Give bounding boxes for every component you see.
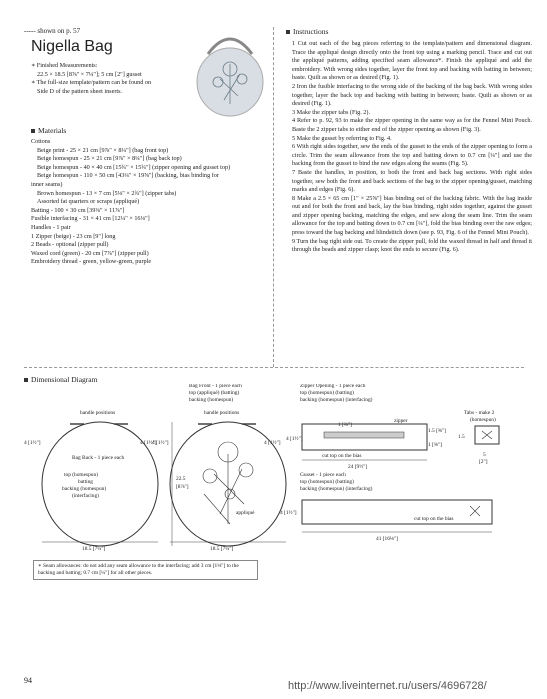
page-title: Nigella Bag	[31, 38, 113, 55]
svg-text:5: 5	[483, 452, 486, 458]
section-divider	[24, 367, 524, 368]
instruction-step: 8 Make a 2.5 × 65 cm [1" × 25⅝"] bias binding out of the backing fabric. With the bag inside out and for both the front and back, lay the bias binding, right sides together, against the gusset and zipper opening backing, matching the edges, and sew along the seam line. Trim the seam allowance for the top and batting down to 0.7 cm [¼"], fold the bias binding over the raw edges; press toward the bag backing and blindstitch down (see p. 93, Fig. 6 of the Fennel Mini Pouch).	[292, 194, 532, 237]
bullet-icon	[286, 30, 290, 34]
svg-text:Bag Back - 1 piece each: Bag Back - 1 piece each	[72, 455, 125, 461]
gusset-diagram	[280, 472, 492, 542]
shown-on-page: ----- shown on p. 57	[24, 27, 81, 35]
bag-back-diagram	[24, 410, 189, 552]
svg-text:Tabs - make 2: Tabs - make 2	[464, 410, 495, 416]
instructions-list	[292, 40, 532, 255]
svg-text:[8⅞"]: [8⅞"]	[176, 484, 189, 490]
svg-text:top (homespun) (batting): top (homespun) (batting)	[300, 390, 354, 396]
svg-text:zipper: zipper	[394, 418, 408, 424]
instruction-step: 6 With right sides together, sew the ends of the gusset to the ends of the zipper opening to form a circle. Trim the seam allowance from the top and batting down to 0.7 cm [¼"] and use the backing from the gusset to bind the raw edges along the seams (Fig. 5).	[292, 143, 532, 168]
svg-text:batting: batting	[78, 479, 93, 485]
svg-text:4 [1½"]: 4 [1½"]	[280, 510, 297, 516]
svg-text:top (homespun): top (homespun)	[64, 472, 98, 478]
materials-heading: Materials	[31, 126, 66, 135]
svg-text:4 [1½"]: 4 [1½"]	[264, 440, 281, 446]
instruction-step: 7 Baste the handles, in position, to both the front and back bag sections. With right sides together, sew both the front and back sections of the bag to the zipper opening/gusset, matching marks and edges (Fig. 6).	[292, 168, 532, 194]
instruction-step: 4 Refer to p. 92, 93 to make the zipper opening in the same way as for the Fennel Mini Pouch. Baste the 2 zipper tabs to either end of the zipper opening as shown (Fig. 3).	[292, 117, 532, 133]
svg-text:[2"]: [2"]	[479, 459, 488, 465]
bullet-icon	[31, 129, 35, 133]
svg-text:backing (homespun): backing (homespun)	[62, 486, 107, 492]
svg-text:Zipper Opening - 1 piece each: Zipper Opening - 1 piece each	[300, 384, 366, 389]
svg-text:cut top on the bias: cut top on the bias	[414, 516, 454, 522]
instruction-step: 1 Cut out each of the bag pieces referring to the template/pattern and dimensional diagram. Trace the appliqué design directly onto the front top using a marking pencil. Trace and cut out the appliqué patterns, adding specified seam allowance*. Finish the appliqué and add the embroidery. With wrong sides together, layer the front top and backing with batting in between; baste. Quilt as shown or as desired (Fig. 1).	[292, 40, 532, 82]
svg-text:4 [1½"]: 4 [1½"]	[24, 440, 41, 446]
svg-text:top (homespun) (batting): top (homespun) (batting)	[300, 479, 354, 485]
measurements: ∗ Finished Measurements: 22.5 × 18.5 [8⅞" × 7¼"]; 5 cm [2"] gusset ∗ The full-size template/pattern can be found on Side D of the pattern sheet inserts.	[31, 62, 152, 95]
svg-text:22.5: 22.5	[176, 476, 186, 482]
instructions-heading: Instructions	[286, 27, 328, 36]
svg-text:Gusset - 1 piece each: Gusset - 1 piece each	[300, 472, 346, 478]
svg-text:Bag Front - 1 piece each: Bag Front - 1 piece each	[189, 384, 242, 389]
svg-text:backing (homespun) (interfacin: backing (homespun) (interfacing)	[300, 486, 373, 492]
instruction-step: 5 Make the gusset by referring to Fig. 4.	[292, 134, 392, 142]
applique-label: appliqué	[236, 510, 255, 516]
svg-text:(homespun): (homespun)	[470, 417, 496, 423]
watermark-url[interactable]: http://www.liveinternet.ru/users/4696728/	[288, 680, 487, 692]
handle-positions-label: handle positions	[80, 410, 116, 416]
svg-text:4 [1½"]: 4 [1½"]	[152, 440, 169, 446]
svg-text:1.5: 1.5	[458, 434, 465, 440]
svg-text:4 [1½"]: 4 [1½"]	[140, 440, 157, 446]
svg-text:18.5 [7¼"]: 18.5 [7¼"]	[210, 546, 234, 552]
svg-text:backing (homespun): backing (homespun)	[189, 397, 234, 403]
page-number: 94	[24, 676, 32, 685]
svg-text:(interfacing): (interfacing)	[72, 493, 99, 499]
instruction-step: 9 Turn the bag right side out. To create the zipper pull, fold the waxed thread in half and thread it through the beads and zipper clasp; knot the ends to secure (Fig. 6).	[292, 237, 533, 254]
asterisk-icon: ∗	[31, 62, 37, 69]
svg-text:top (appliqué) (batting): top (appliqué) (batting)	[189, 390, 240, 396]
tabs-diagram	[458, 410, 499, 465]
asterisk-icon: ∗	[31, 79, 37, 87]
svg-text:1.5 [⅝"]: 1.5 [⅝"]	[428, 428, 446, 434]
seam-allowance-note: ∗ Seam allowances: do not add any seam allowance to the interfacing; add 3 cm [1⅛"] to the backing and batting; 0.7 cm [¼"] for all other pieces.	[33, 560, 258, 580]
svg-text:1 [⅜"]: 1 [⅜"]	[428, 442, 442, 448]
svg-text:18.5 [7¼"]: 18.5 [7¼"]	[82, 546, 106, 552]
svg-text:backing (homespun) (interfacin: backing (homespun) (interfacing)	[300, 397, 373, 403]
instruction-step: 3 Make the zipper tabs (Fig. 2).	[292, 108, 371, 116]
svg-text:24 [9½"]: 24 [9½"]	[348, 464, 368, 470]
svg-text:handle positions: handle positions	[204, 410, 240, 416]
bag-photo	[190, 24, 270, 119]
svg-text:cut top on the bias: cut top on the bias	[322, 453, 362, 459]
materials-list: Cottons Beige print - 25 × 21 cm [9⅞" × 8¼"] (bag front top) Beige homespun - 25 × 21 cm [9⅞" × 8¼"] (bag back top) Beige homespun - 40 × 40 cm [15¾" × 15¾"] (zipper opening and gusset top) Beige homespun - 110 × 50 cm [43¼" × 19⅝"] (backing, bias binding for inner seams) Brown homespun - 13 × 7 cm [5⅛" × 2¾"] (zipper tabs) Assorted fat quarters or scraps (appliqué) Batting - 100 × 30 cm [39⅜" × 11⅞"] Fusible interfacing - 31 × 41 cm [12¼" × 16⅛"] Handles - 1 pair 1 Zipper (beige) - 23 cm [9"] long 2 Beads - optional (zipper pull) Waxed cord (green) - 20 cm [7⅞"] (zipper pull) Embroidery thread - green, yellow-green, purple	[31, 138, 231, 266]
bullet-icon	[24, 378, 28, 382]
instruction-step: 2 Iron the fusible interfacing to the wrong side of the backing of the bag back. With wrong sides together, layer the back top and backing with batting in between; baste. Quilt as shown or as desired (Fig. 1).	[292, 82, 532, 108]
dimensional-diagram	[24, 384, 524, 556]
svg-text:4 [1½"]: 4 [1½"]	[286, 436, 303, 442]
svg-text:1 [⅜"]: 1 [⅜"]	[338, 422, 352, 428]
dimensional-heading: Dimensional Diagram	[24, 375, 97, 384]
svg-text:41 [16⅛"]: 41 [16⅛"]	[376, 536, 398, 542]
zipper-opening-diagram	[286, 384, 446, 470]
column-divider	[273, 27, 274, 367]
